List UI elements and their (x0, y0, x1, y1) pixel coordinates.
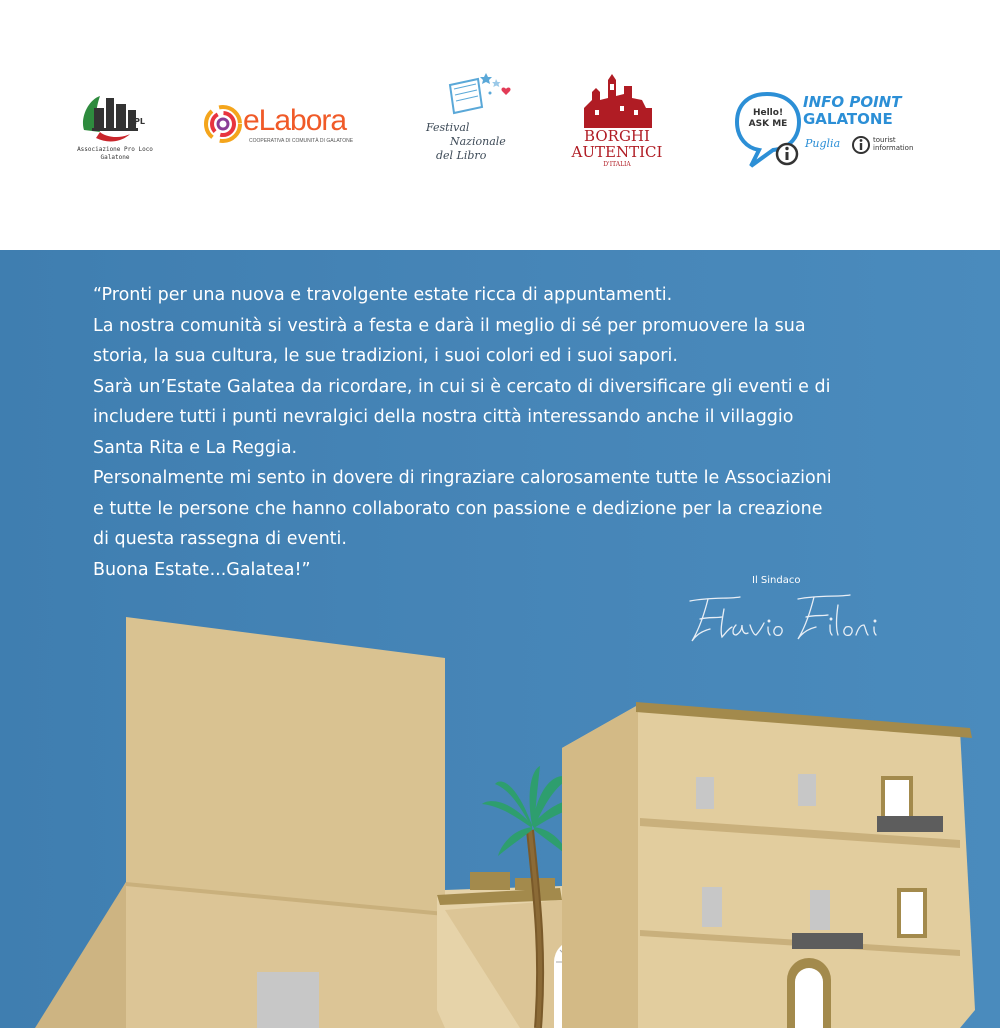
infopoint-title1: INFO POINT (803, 93, 902, 111)
infopoint-title2: GALATONE (803, 110, 893, 128)
borghi-line3: D'ITALIA (603, 161, 631, 168)
quote-line: e tutte le persone che hanno collaborato con passione e dedizione per la creazione (93, 498, 823, 519)
quote-line: di questa rassegna di eventi. (93, 529, 347, 549)
infopoint-hello: Hello! (752, 108, 784, 118)
book-stars-icon (420, 65, 520, 125)
quote-line: includere tutti i punti nevralgici della nostra città interessando anche il villaggio (93, 407, 794, 427)
signature-name: Flavio Filoni (680, 585, 686, 586)
borghi-autentici-logo (562, 70, 672, 182)
proloco-caption-line1: Associazione Pro Loco (77, 146, 153, 153)
borghi-line1: BORGHI (584, 127, 650, 145)
elabora-tagline: COOPERATIVA DI COMUNITÀ DI GALATONE (249, 138, 354, 144)
infopoint-tourist1: tourist (873, 136, 896, 144)
elabora-logo (203, 104, 368, 148)
quote-line: storia, la sua cultura, le sue tradizioni, i suoi colori ed i suoi sapori. (93, 346, 678, 366)
festival-line3: del Libro (436, 149, 487, 162)
quote-line: La nostra comunità si vestirà a festa e darà il meglio di sé per promuovere la sua (93, 315, 806, 336)
proloco-caption-line2: Galatone (100, 154, 130, 161)
festival-line2: Nazionale (450, 135, 506, 148)
elabora-name: eLabora (243, 104, 347, 137)
logo-bar (0, 0, 1000, 250)
quote-line: “Pronti per una nuova e travolgente estate ricca di appuntamenti. (93, 285, 673, 305)
quote-line: Buona Estate...Galatea!” (93, 559, 311, 580)
svg-text:PL: PL (134, 117, 145, 126)
infopoint-logo (733, 90, 933, 180)
elabora-rings-icon (203, 104, 243, 144)
castle-window (257, 972, 319, 1028)
main-panel (0, 250, 1000, 1028)
festival-line1: Festival (426, 121, 470, 134)
mayor-quote (93, 280, 973, 585)
infopoint-puglia: Puglia (805, 137, 841, 150)
festival-libro-logo (420, 65, 520, 175)
village-skyline-icon (562, 70, 672, 130)
mayor-title: Il Sindaco (752, 575, 801, 586)
quote-line: Personalmente mi sento in dovere di ringraziare calorosamente tutte le Associazioni (93, 468, 832, 488)
speech-bubble-icon (733, 90, 803, 180)
infopoint-askme: ASK ME (748, 119, 788, 129)
infopoint-tourist2: information (873, 144, 914, 152)
proloco-logo (70, 78, 160, 168)
borghi-line2: AUTENTICI (571, 143, 663, 161)
info-i-icon (851, 135, 871, 157)
quote-line: Santa Rita e La Reggia. (93, 437, 298, 458)
mayor-signature (680, 585, 900, 655)
quote-line: Sarà un’Estate Galatea da ricordare, in cui si è cercato di diversificare gli eventi e di (93, 376, 831, 397)
